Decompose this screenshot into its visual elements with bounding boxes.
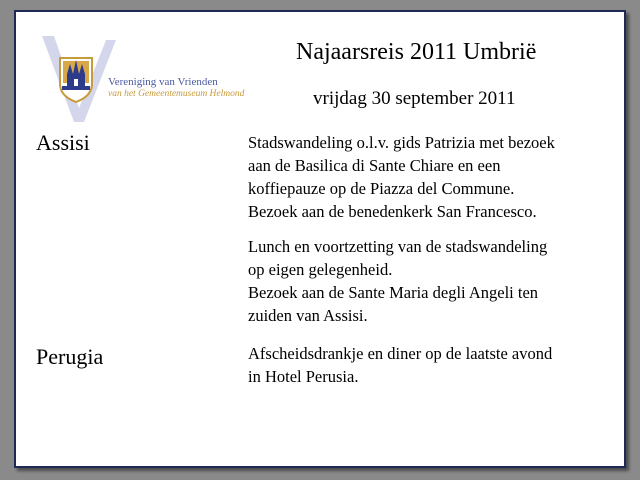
text-line: in Hotel Perusia. <box>248 367 359 386</box>
slide <box>14 10 626 468</box>
text-line: Lunch en voortzetting van de stadswandeling <box>248 237 548 256</box>
section-label-assisi: Assisi <box>36 130 90 155</box>
assisi-paragraph-2 <box>248 235 620 327</box>
page-title: Najaarsreis 2011 Umbrië <box>296 39 537 65</box>
perugia-paragraph-1 <box>248 342 620 388</box>
text-line: Stadswandeling o.l.v. gids Patrizia met bezoek <box>248 133 555 152</box>
text-line: Bezoek aan de benedenkerk San Francesco. <box>248 202 537 221</box>
trip-date: vrijdag 30 september 2011 <box>313 88 516 109</box>
assisi-paragraph-1 <box>248 131 620 223</box>
text-line: Afscheidsdrankje en diner op de laatste avond <box>248 344 553 363</box>
museum-logo <box>40 34 250 126</box>
logo-text <box>108 76 244 100</box>
section-label-perugia: Perugia <box>36 344 104 369</box>
text-line: zuiden van Assisi. <box>248 306 368 325</box>
text-line: Bezoek aan de Sante Maria degli Angeli ten <box>248 283 539 302</box>
text-line: aan de Basilica di Sante Chiare en een <box>248 156 501 175</box>
logo-line-1: Vereniging van Vrienden <box>108 76 218 88</box>
text-line: koffiepauze op de Piazza del Commune. <box>248 179 515 198</box>
logo-line-2: van het Gemeentemuseum Helmond <box>108 89 245 99</box>
text-line: op eigen gelegenheid. <box>248 260 393 279</box>
